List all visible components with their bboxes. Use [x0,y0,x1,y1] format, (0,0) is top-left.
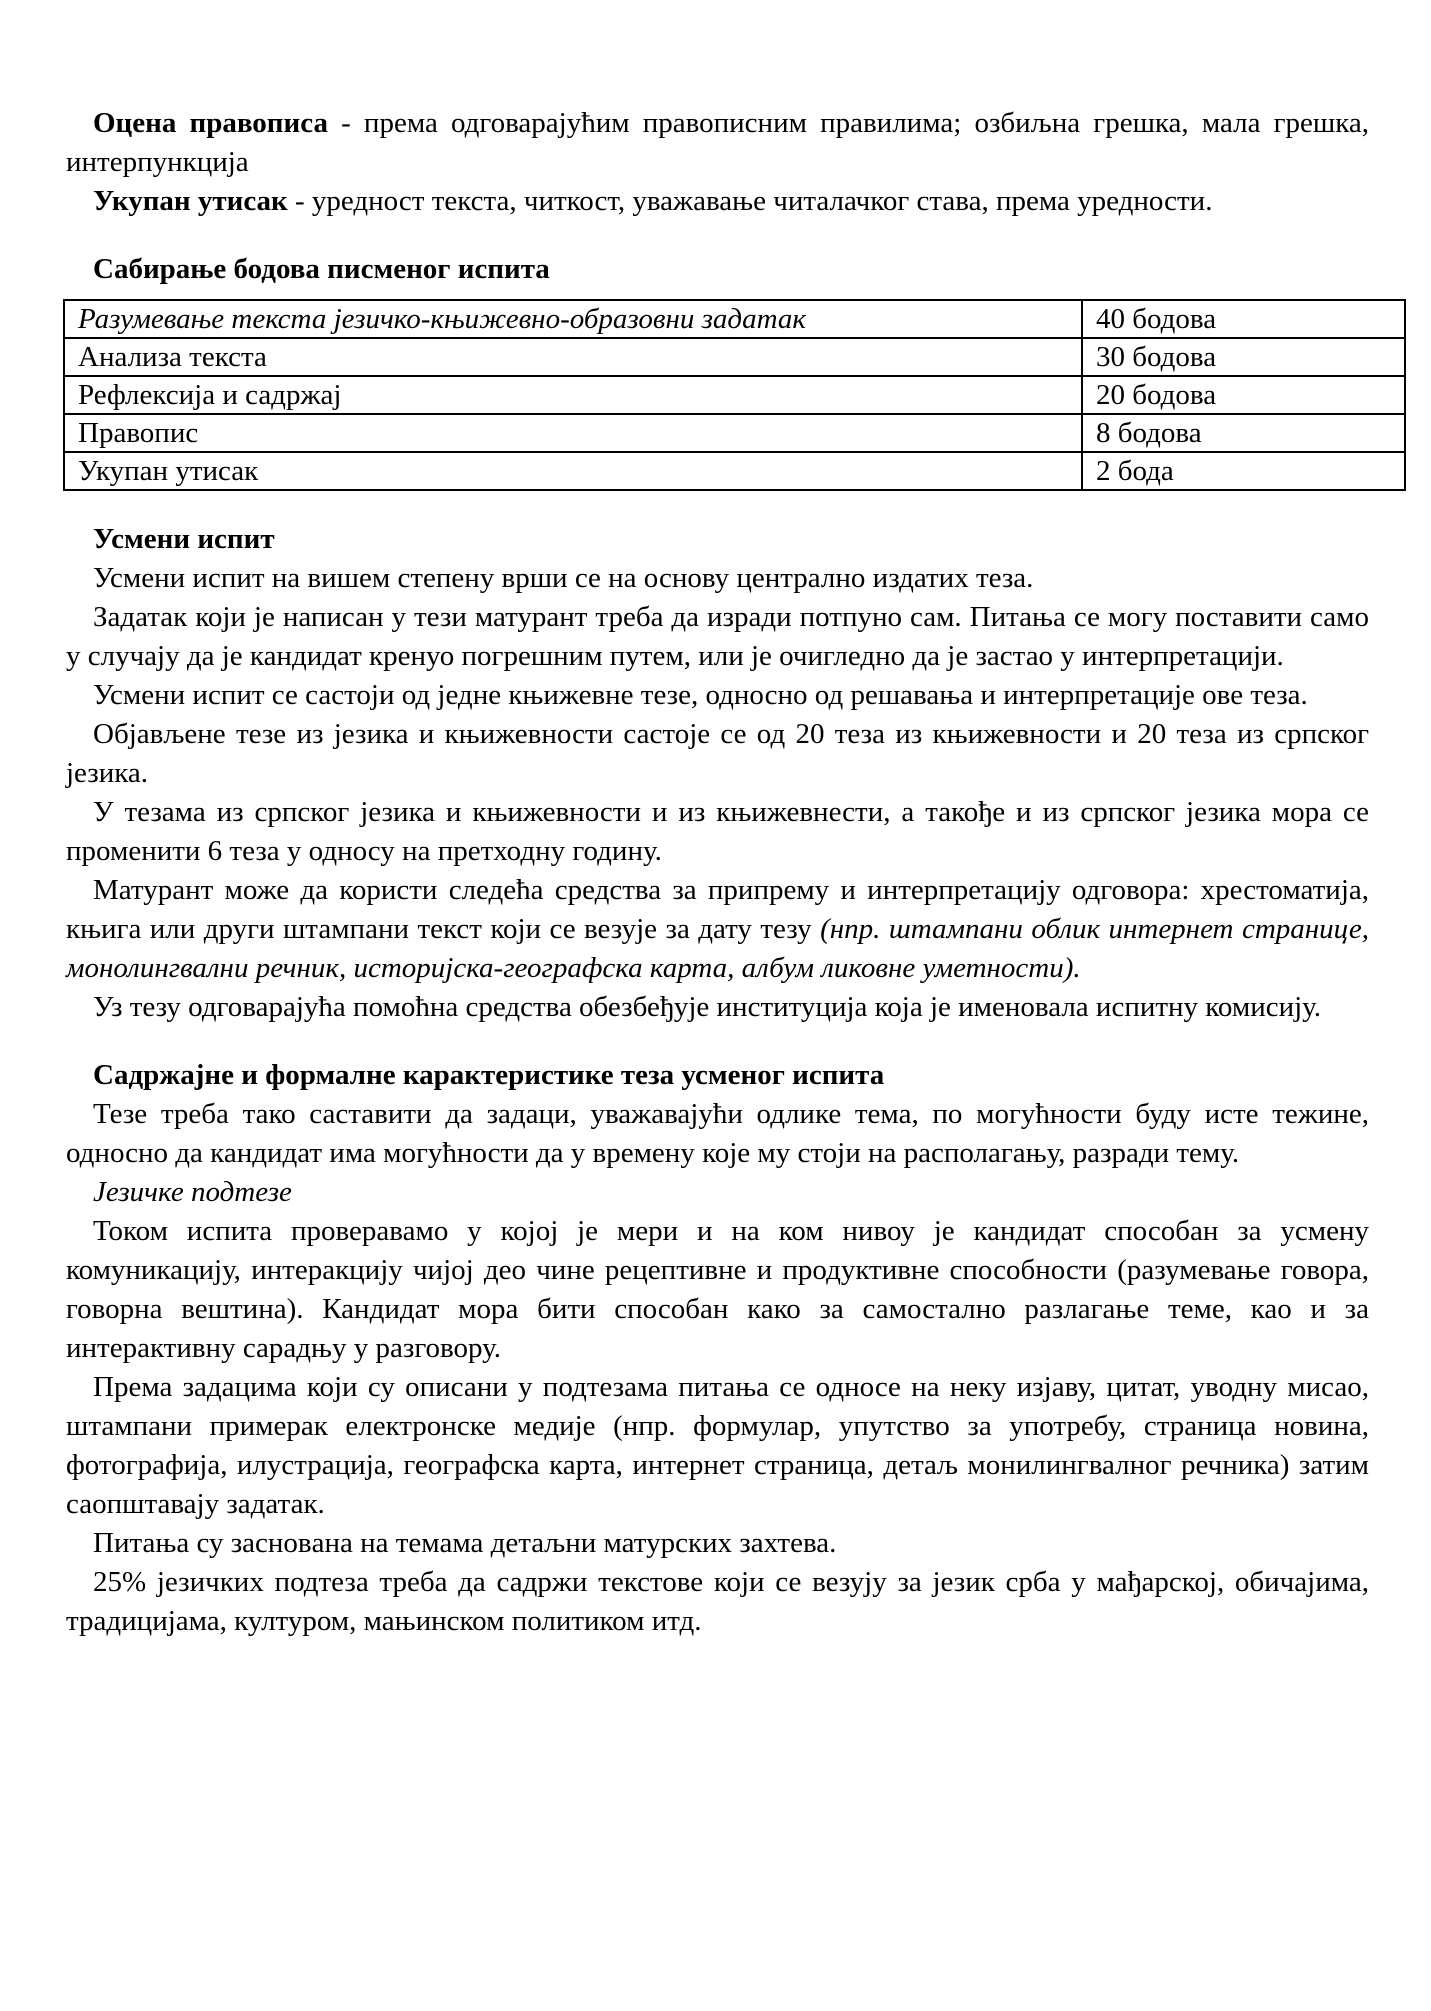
impression-paragraph [66,182,1369,221]
content-heading-text: Садржајне и формалне карактеристике теза усменог испита [93,1059,885,1091]
row-label: Разумевање текста језичко-књижевно-образовни задатак [78,303,806,335]
scoring-table-wrap [63,299,1369,491]
oral-paragraph-7: Уз тезу одговарајућа помоћна средства обезбеђује институција која је именовала испитну комисију. [93,991,1322,1023]
impression-text: - уредност текста, читкост, уважавање читалачког става, према уредности. [287,185,1213,217]
impression-term: Укупан утисак [93,185,288,217]
oral-paragraph-6-examples: (нпр. штампани облик интернет странице, монолингвални речник, историјска-географска карта, албум ликовне уметности). [66,913,1369,984]
oral-paragraph-6-text: Матурант може да користи следећа средства за припрему и интерпретацију одговора: хрестоматија, књига или други штампани текст који се везује за дату тезу [66,874,1369,945]
table-row [64,376,1405,414]
oral-paragraph-5: У тезама из српског језика и књижевности и из књижевнести, а такође и из српског језика мора се променити 6 теза у односу на претходну годину. [66,796,1369,867]
table-row [64,300,1405,338]
table-row [64,414,1405,452]
table-cell-label: Правопис [64,414,1082,452]
spacer [66,221,1369,250]
oral-paragraph-2: Задатак који је написан у тези матурант треба да изради потпуно сам. Питања се могу поставити само у случају да је кандидат кренуо погрешним путем, или је очигледно да је застао у интерпретацији. [66,601,1369,672]
spacer [66,1027,1369,1056]
table-cell-label [64,300,1082,338]
table-cell-points: 40 бодова [1082,300,1405,338]
oral-paragraph-1: Усмени испит на вишем степену врши се на основу централно издатих теза. [93,562,1034,594]
table-row [64,338,1405,376]
spelling-term: Оцена правописа [93,107,328,139]
scoring-heading [66,250,1369,289]
table-row [64,452,1405,490]
content-paragraph-4: Питања су засновaна на темама детаљни матурских захтева. [93,1527,837,1559]
scoring-table [63,299,1406,491]
oral-heading-text: Усмени испит [93,523,275,555]
table-cell-points: 30 бодова [1082,338,1405,376]
content-subheading [66,1173,1369,1212]
table-cell-points: 20 бодова [1082,376,1405,414]
content-heading [66,1056,1369,1095]
content-paragraph-2: Током испита проверавамо у којој је мери и на ком нивоу је кандидат способан за усмену комуникацију, интеракцију чијој део чине рецептивне и продуктивне способности (разумевање говора, говорна вештина). Кандидат мора бити способан како за самостално разлагање теме, као и за интерактивну сарадњу у разговору. [66,1215,1369,1364]
oral-paragraph-4: Објављене тезе из језика и књижевности састоје се од 20 теза из књижевности и 20 теза из српског језика. [66,718,1369,789]
table-cell-points: 8 бодова [1082,414,1405,452]
oral-heading [66,520,1369,559]
spacer [66,491,1369,520]
table-cell-label: Укупан утисак [64,452,1082,490]
content-paragraph-3: Према задацима који су описани у подтезама питања се односе на неку изјаву, цитат, уводну мисао, штампани примерак електронске медије (нпр. формулар, упутство за употребу, страница новина, фотографија, илустрација, географска карта, интернет страница, детаљ монилингвалног речника) затим саопштавају задатак. [66,1371,1369,1520]
table-cell-points: 2 бода [1082,452,1405,490]
table-cell-label: Анализа текста [64,338,1082,376]
table-cell-label: Рефлексија и садржај [64,376,1082,414]
content-paragraph-5: 25% језичких подтеза треба да садржи текстове који се везују за језик срба у мађарској, обичајима, традицијама, културом, мањинском политиком итд. [66,1566,1369,1637]
content-subheading-text: Језичке подтезе [93,1176,292,1208]
spelling-paragraph [66,104,1369,182]
spelling-text: - према одговарајућим правописним правилима; озбиљна грешка, мала грешка, интерпункција [66,107,1369,178]
scoring-heading-text: Сабирање бодова писменог испита [93,253,550,285]
oral-paragraph-3: Усмени испит се састоји од једне књижевне тезе, односно од решавања и интерпретације ове теза. [93,679,1308,711]
oral-paragraph-6 [66,871,1369,988]
document-body [66,104,1369,1641]
content-paragraph-1: Тезе треба тако саставити да задаци, уважавајући одлике тема, по могућности буду исте тежине, односно да кандидат има могућности да у времену које му стоји на располагању, разради тему. [66,1098,1369,1169]
